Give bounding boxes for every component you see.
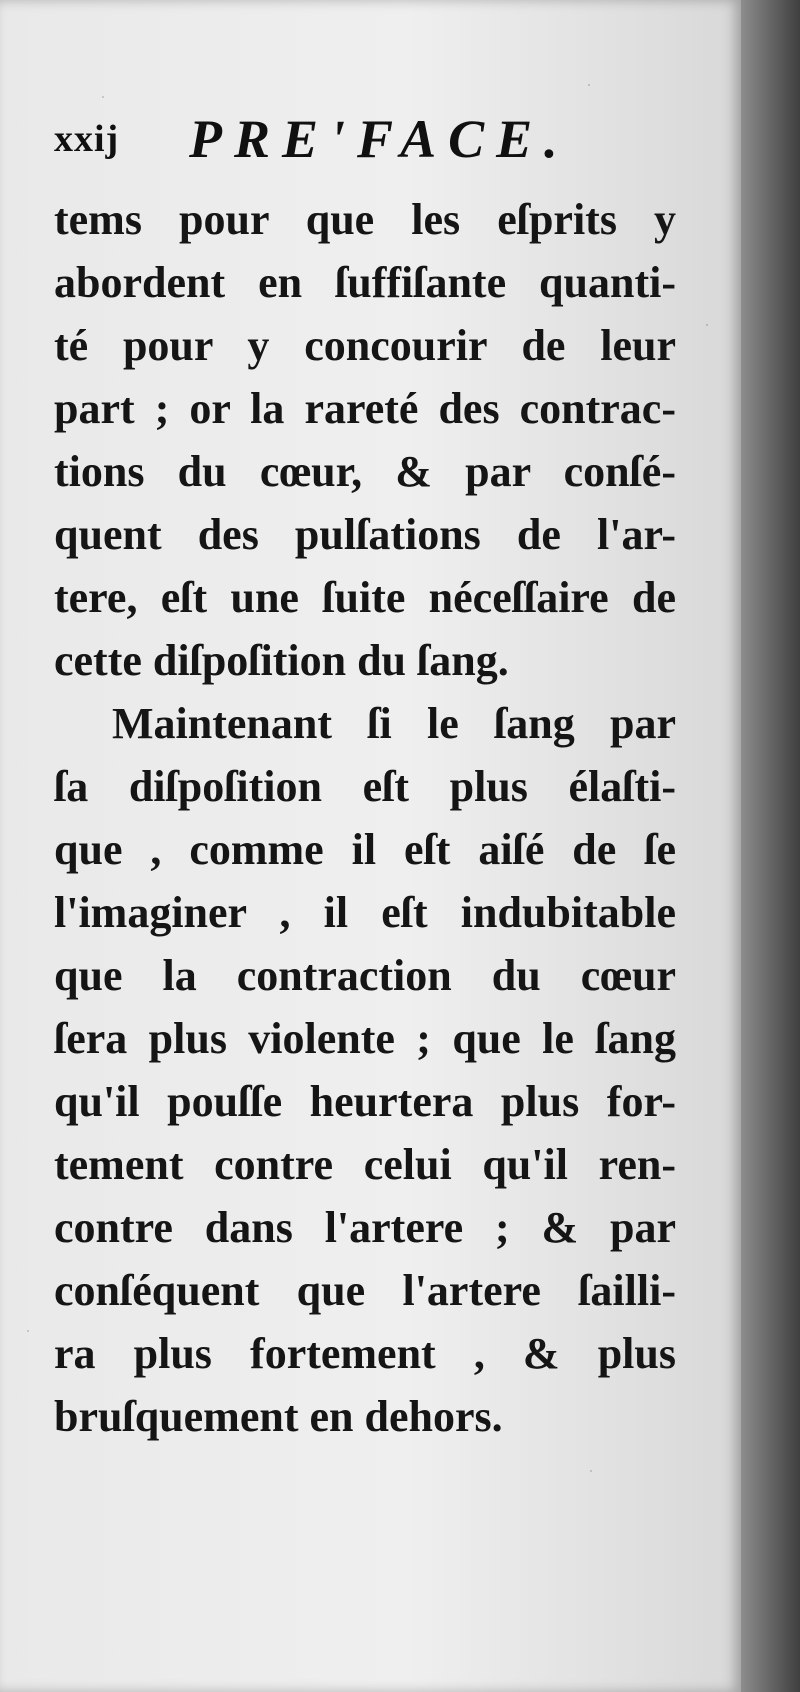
text-line-14: ſera plus violente ; que le ſang: [54, 1014, 676, 1063]
text-line-13: que la contraction du cœur: [54, 951, 676, 1000]
text-line-11: que , comme il eſt aiſé de ſe: [54, 825, 676, 874]
paper-speckle: [588, 84, 590, 86]
text-line-6: quent des pulſations de l'ar-: [54, 510, 676, 559]
text-line-5: tions du cœur, & par conſé-: [54, 447, 676, 496]
text-line-9: Maintenant ſi le ſang par: [112, 699, 676, 748]
page-edge-shadow: [741, 0, 800, 1692]
text-line-4: part ; or la rareté des contrac-: [54, 384, 676, 433]
paper-speckle: [102, 96, 104, 98]
text-line-3: té pour y concourir de leur: [54, 321, 676, 370]
paper-speckle: [590, 1470, 592, 1472]
text-line-12: l'imaginer , il eſt indubitable: [54, 888, 676, 937]
paper-speckle: [27, 1330, 29, 1332]
paper-speckle: [706, 324, 708, 326]
text-line-10: ſa diſpoſition eſt plus élaſti-: [54, 762, 676, 811]
text-line-19: ra plus fortement , & plus: [54, 1329, 676, 1378]
body-text: [54, 188, 676, 1448]
page-header: [54, 109, 674, 182]
text-line-7: tere, eſt une ſuite néceſſaire de: [54, 573, 676, 622]
text-line-20: bruſquement en dehors.: [54, 1392, 503, 1441]
text-line-16: tement contre celui qu'il ren-: [54, 1140, 676, 1189]
text-line-2: abordent en ſuffiſante quanti-: [54, 258, 676, 307]
text-line-18: conſéquent que l'artere ſailli-: [54, 1266, 676, 1315]
text-line-17: contre dans l'artere ; & par: [54, 1203, 676, 1252]
running-head: PRE'FACE.: [189, 109, 570, 169]
text-line-15: qu'il pouſſe heurtera plus for-: [54, 1077, 676, 1126]
text-line-1: tems pour que les eſprits y: [54, 195, 676, 244]
page-number: xxij: [54, 118, 120, 160]
text-line-8: cette diſpoſition du ſang.: [54, 636, 509, 685]
